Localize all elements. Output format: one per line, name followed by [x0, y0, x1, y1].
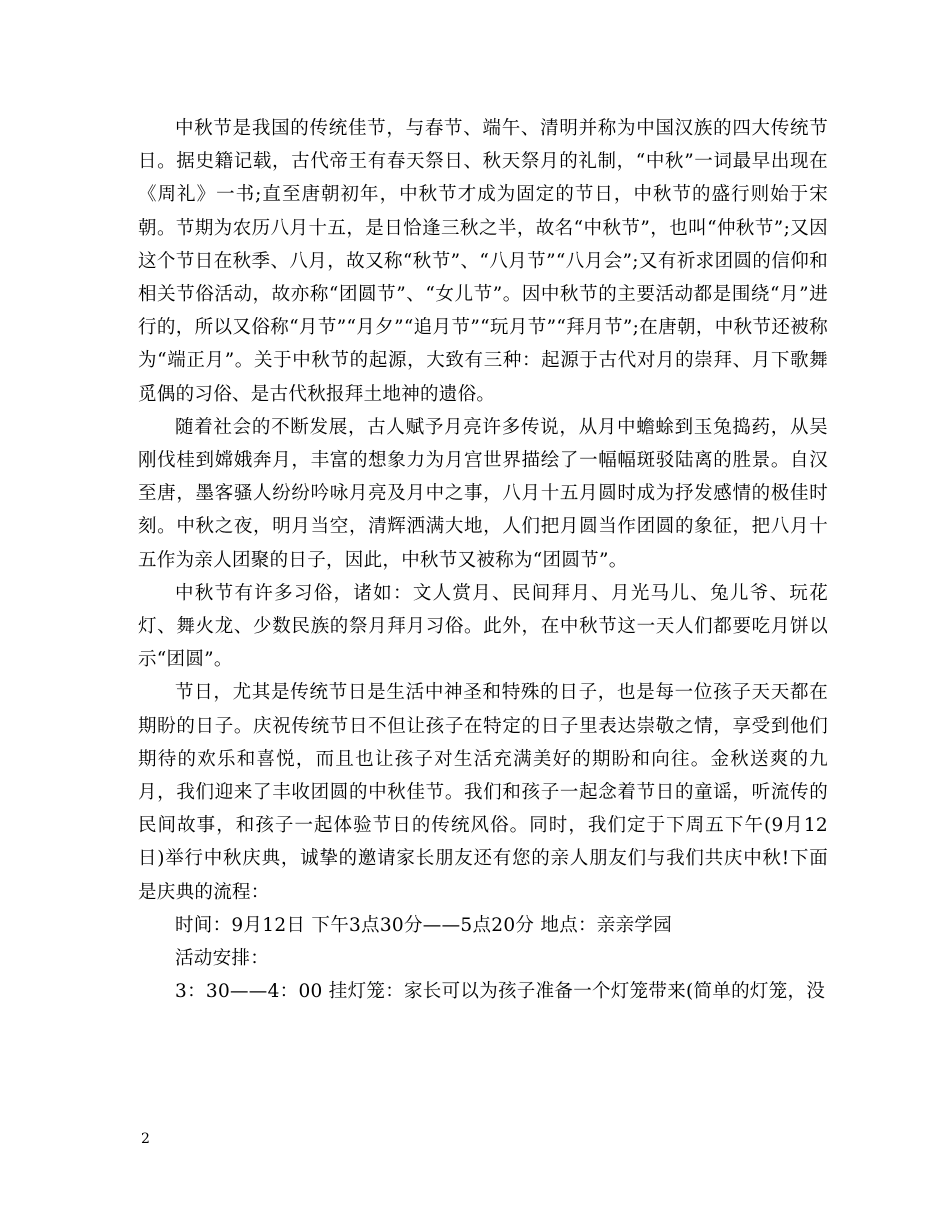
paragraph-mid-autumn-history: 中秋节是我国的传统佳节，与春节、端午、清明并称为中国汉族的四大传统节日。据史籍记载，古代帝王有春天祭日、秋天祭月的礼制，“中秋”一词最早出现在《周礼》一书;直至唐朝初年，中秋节才成为固定的节日，中秋节的盛行则始于宋朝。节期为农历八月十五，是日恰逢三秋之半，故名“中秋节”，也叫“仲秋节”;又因这个节日在秋季、八月，故又称“秋节”、“八月节”“八月会”;又有祈求团圆的信仰和相关节俗活动，故亦称“团圆节”、“女儿节”。因中秋节的主要活动都是围绕“月”进行的，所以又俗称“月节”“月夕”“追月节”“玩月节”“拜月节”;在唐朝，中秋节还被称为“端正月”。关于中秋节的起源，大致有三种：起源于古代对月的崇拜、月下歌舞觅偶的习俗、是古代秋报拜土地神的遗俗。	[138, 118, 828, 405]
activity-item-lanterns: 3：30——4：00 挂灯笼：家长可以为孩子准备一个灯笼带来(简单的灯笼，没	[175, 981, 826, 1003]
document-body	[138, 112, 828, 1008]
paragraph-celebration-invite: 节日，尤其是传统节日是生活中神圣和特殊的日子，也是每一位孩子天天都在期盼的日子。庆祝传统节日不但让孩子在特定的日子里表达崇敬之情，享受到他们期待的欢乐和喜悦，而且也让孩子对生活充满美好的期盼和向往。金秋送爽的九月，我们迎来了丰收团圆的中秋佳节。我们和孩子一起念着节日的童谣，听流传的民间故事，和孩子一起体验节日的传统风俗。同时，我们定于下周五下午(9月12日)举行中秋庆典，诚挚的邀请家长朋友还有您的亲人朋友们与我们共庆中秋!下面是庆典的流程：	[138, 682, 828, 903]
paragraph-customs: 中秋节有许多习俗，诸如：文人赏月、民间拜月、月光马儿、兔儿爷、玩花灯、舞火龙、少数民族的祭月拜月习俗。此外，在中秋节这一天人们都要吃月饼以示“团圆”。	[138, 582, 828, 671]
paragraph-moon-legends: 随着社会的不断发展，古人赋予月亮许多传说，从月中蟾蜍到玉兔捣药，从吴刚伐桂到嫦娥奔月，丰富的想象力为月宫世界描绘了一幅幅斑驳陆离的胜景。自汉至唐，墨客骚人纷纷吟咏月亮及月中之事，八月十五月圆时成为抒发感情的极佳时刻。中秋之夜，明月当空，清辉洒满大地，人们把月圆当作团圆的象征，把八月十五作为亲人团聚的日子，因此，中秋节又被称为“团圆节”。	[138, 416, 828, 571]
event-time-location: 时间：9月12日 下午3点30分——5点20分 地点：亲亲学园	[175, 914, 672, 936]
page-number: 2	[141, 1131, 150, 1147]
activity-schedule-heading: 活动安排：	[175, 948, 270, 970]
